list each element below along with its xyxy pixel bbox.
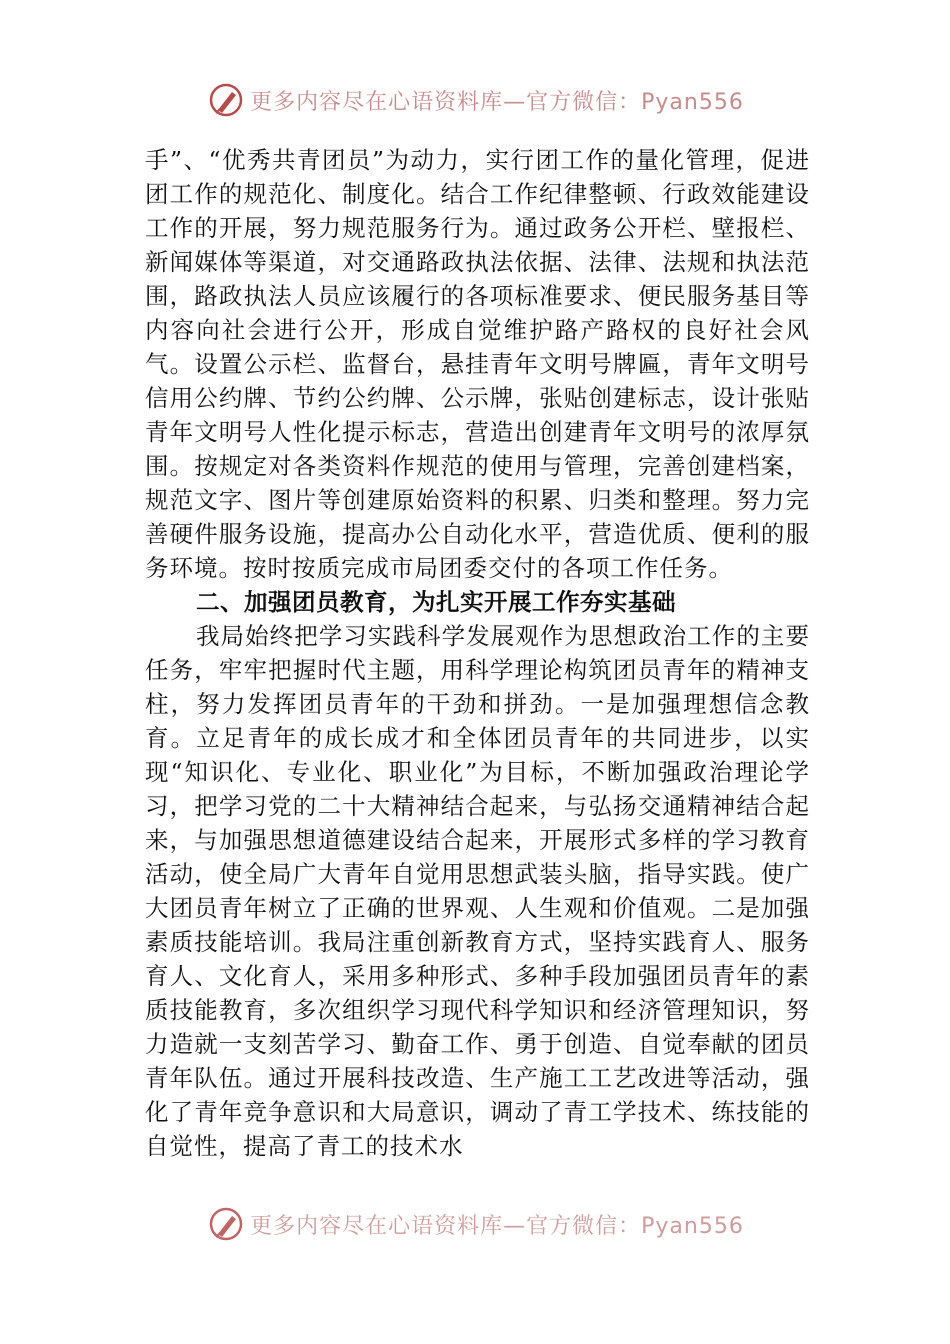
watermark-footer	[0, 1202, 950, 1246]
paragraph-2: 我局始终把学习实践科学发展观作为思想政治工作的主要任务，牢牢把握时代主题，用科学理论构筑团员青年的精神支柱，努力发挥团员青年的干劲和拼劲。一是加强理想信念教育。立足青年的成长成才和全体团员青年的共同进步，以实现“知识化、专业化、职业化”为目标，不断加强政治理论学习，把学习党的二十大精神结合起来，与弘扬交通精神结合起来，与加强思想道德建设结合起来，开展形式多样的学习教育活动，使全局广大青年自觉用思想武装头脑，指导实践。使广大团员青年树立了正确的世界观、人生观和价值观。二是加强素质技能培训。我局注重创新教育方式，坚持实践育人、服务育人、文化育人，采用多种形式、多种手段加强团员青年的素质技能教育，多次组织学习现代科学知识和经济管理知识，努力造就一支刻苦学习、勤奋工作、勇于创造、自觉奉献的团员青年队伍。通过开展科技改造、生产施工工艺改进等活动，强化了青年竞争意识和大局意识，调动了青工学技术、练技能的自觉性，提高了青工的技术水	[145, 622, 810, 1160]
watermark-header	[0, 78, 950, 122]
watermark-text-bottom: 更多内容尽在心语资料库—官方微信：Pyan556	[250, 1213, 744, 1239]
pen-nib-logo-icon	[206, 80, 246, 120]
pen-nib-logo-icon	[206, 1204, 246, 1244]
watermark-text-top: 更多内容尽在心语资料库—官方微信：Pyan556	[250, 89, 744, 115]
paragraph-1: 手”、“优秀共青团员”为动力，实行团工作的量化管理，促进团工作的规范化、制度化。结合工作纪律整顿、行政效能建设工作的开展，努力规范服务行为。通过政务公开栏、壁报栏、新闻媒体等渠道，对交通路政执法依据、法律、法规和执法范围，路政执法人员应该履行的各项标准要求、便民服务基目等内容向社会进行公开，形成自觉维护路产路权的良好社会风气。设置公示栏、监督台，悬挂青年文明号牌匾，青年文明号信用公约牌、节约公约牌、公示牌，张贴创建标志，设计张贴青年文明号人性化提示标志，营造出创建青年文明号的浓厚氛围。按规定对各类资料作规范的使用与管理，完善创建档案，规范文字、图片等创建原始资料的积累、归类和整理。努力完善硬件服务设施，提高办公自动化水平，营造优质、便利的服务环境。按时按质完成市局团委交付的各项工作任务。	[145, 146, 810, 582]
document-page	[145, 143, 810, 1163]
section-heading-2: 二、加强团员教育，为扎实开展工作夯实基础	[196, 588, 676, 616]
